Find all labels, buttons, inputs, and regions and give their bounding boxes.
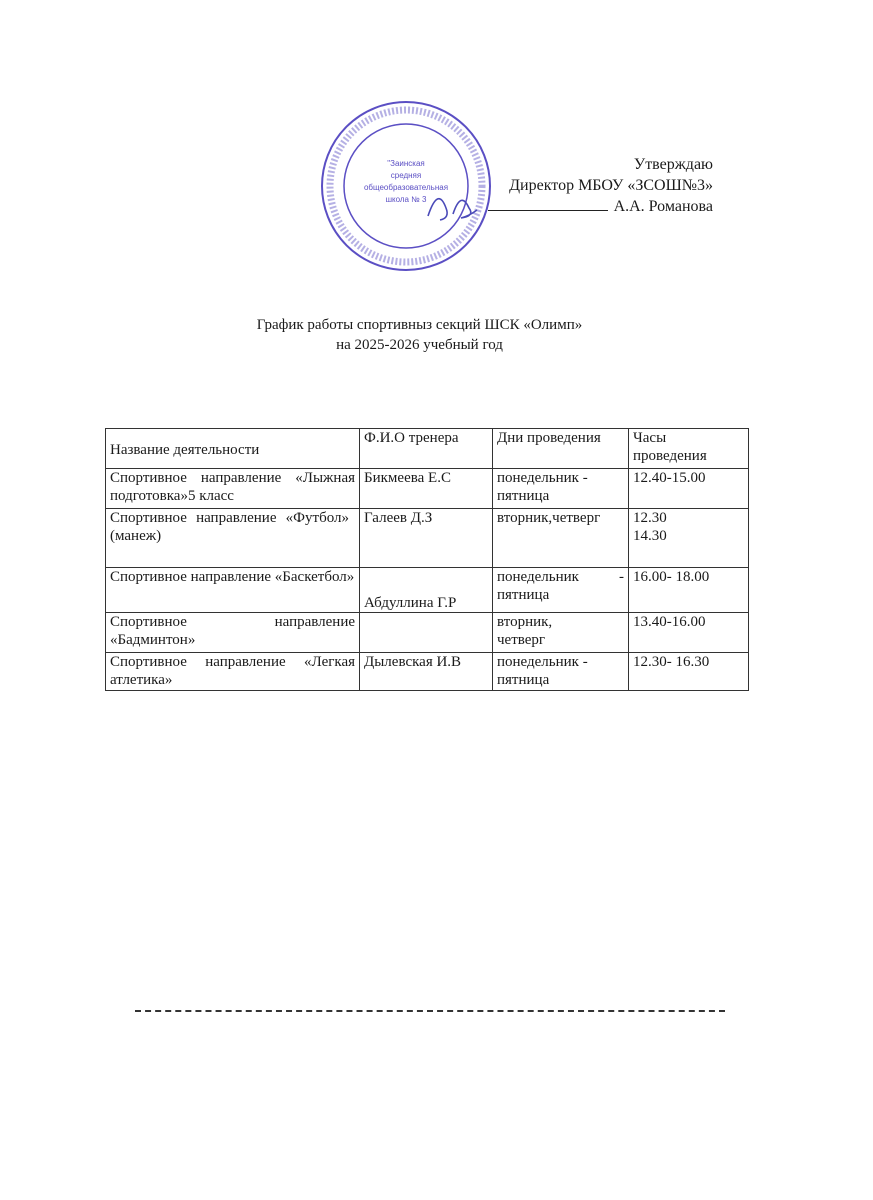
table-row — [106, 653, 749, 691]
director-name: А.А. Романова — [613, 198, 713, 215]
signature-line — [488, 198, 608, 211]
header-activity: Название деятельности — [106, 429, 360, 469]
svg-text:"Заинская: "Заинская — [387, 159, 425, 168]
activity-cell: Спортивное направление «Футбол» (манеж) — [106, 509, 360, 568]
table-row — [106, 568, 749, 613]
activity-cell: Спортивное направление «Баскетбол» — [106, 568, 360, 613]
days-cell: понедельник - пятница — [493, 568, 629, 613]
days-cell: вторник, четверг — [493, 613, 629, 653]
table-header-row — [106, 429, 749, 469]
days-cell: вторник,четверг — [493, 509, 629, 568]
table-row — [106, 469, 749, 509]
coach-cell: Дылевская И.В — [360, 653, 493, 691]
activity-cell: Спортивное направление «Бадминтон» — [106, 613, 360, 653]
dashed-divider — [135, 1010, 725, 1012]
hours-cell: 12.30- 16.30 — [629, 653, 749, 691]
hours-cell: 12.40-15.00 — [629, 469, 749, 509]
school-seal — [318, 98, 494, 274]
hours-cell: 16.00- 18.00 — [629, 568, 749, 613]
director-position: Директор МБОУ «ЗСОШ№3» — [509, 177, 713, 194]
table-row — [106, 613, 749, 653]
hours-cell: 12.30 14.30 — [629, 509, 749, 568]
svg-text:средняя: средняя — [390, 171, 422, 180]
days-cell: понедельник - пятница — [493, 469, 629, 509]
header-days: Дни проведения — [493, 429, 629, 469]
header-hours: Часы проведения — [629, 429, 749, 469]
coach-cell: Абдуллина Г.Р — [360, 568, 493, 613]
schedule-table — [105, 428, 749, 691]
title-line-1: График работы спортивныз секций ШСК «Олимп» — [256, 317, 583, 333]
coach-cell: Галеев Д.З — [360, 509, 493, 568]
approval-block — [488, 154, 713, 217]
title-line-2: на 2025-2026 учебный год — [336, 337, 503, 353]
document-title — [0, 315, 873, 355]
activity-cell: Спортивное направление «Легкая атлетика» — [106, 653, 360, 691]
hours-cell: 13.40-16.00 — [629, 613, 749, 653]
activity-cell: Спортивное направление «Лыжная подготовка»5 класс — [106, 469, 360, 509]
coach-cell — [360, 613, 493, 653]
svg-text:школа № 3: школа № 3 — [385, 195, 427, 204]
approval-label: Утверждаю — [633, 156, 713, 173]
days-cell: понедельник - пятница — [493, 653, 629, 691]
table-row — [106, 509, 749, 568]
svg-text:общеобразовательная: общеобразовательная — [363, 183, 449, 192]
header-coach: Ф.И.О тренера — [360, 429, 493, 469]
coach-cell: Бикмеева Е.С — [360, 469, 493, 509]
